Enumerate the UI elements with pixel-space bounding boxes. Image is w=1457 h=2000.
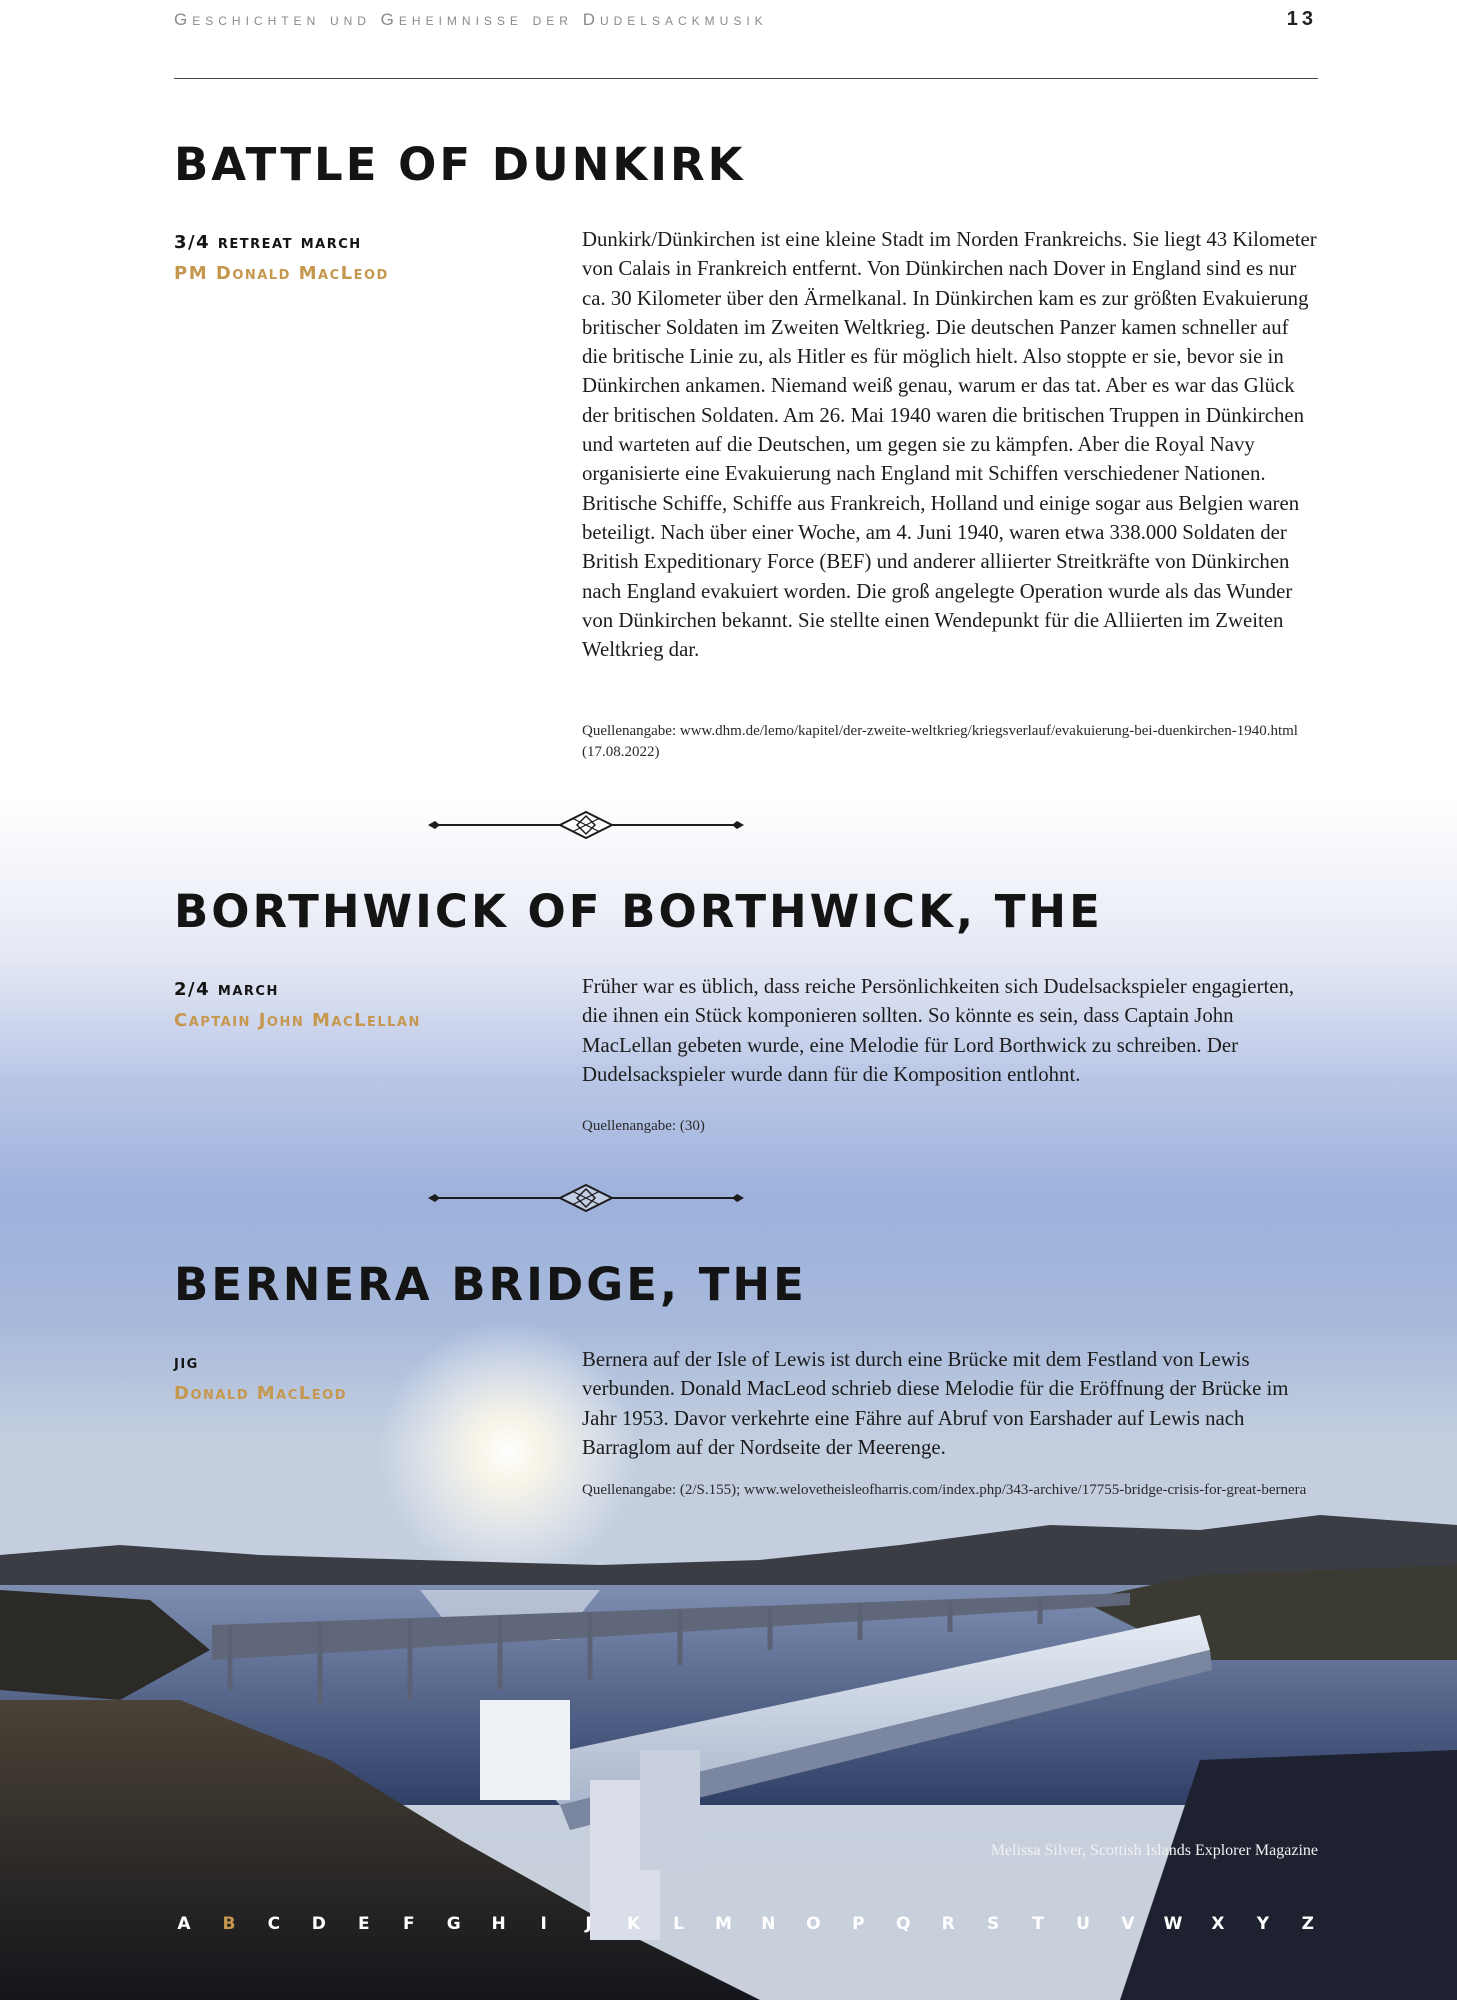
alphabet-letter-o[interactable]: O [806, 1914, 821, 1934]
alphabet-index-nav [174, 1914, 1318, 1934]
alphabet-letter-w[interactable]: W [1163, 1914, 1183, 1934]
alphabet-letter-t[interactable]: T [1032, 1914, 1044, 1934]
alphabet-letter-z[interactable]: Z [1301, 1914, 1314, 1934]
entry-battle-of-dunkirk [174, 138, 1318, 778]
alphabet-letter-a[interactable]: A [177, 1914, 191, 1934]
alphabet-letter-k[interactable]: K [626, 1914, 641, 1934]
alphabet-letter-g[interactable]: G [446, 1914, 461, 1934]
tune-type: 3/4 retreat march [174, 232, 362, 253]
alphabet-letter-j[interactable]: J [585, 1914, 592, 1934]
alphabet-letter-r[interactable]: R [941, 1914, 955, 1934]
entry-description: Früher war es üblich, dass reiche Persönlichkeiten sich Dudelsackspieler engagierten, die ihnen ein Stück komponieren sollten. So könnte es sein, dass Captain John MacLellan gebeten wurde, eine Melodie für Lord Borthwick zu schreiben. Der Dudelsackspieler wurde dann für die Komposition entlohnt. [582, 975, 1295, 1086]
alphabet-letter-l[interactable]: L [673, 1914, 684, 1934]
photo-credit: Melissa Silver, Scottish Islands Explorer Magazine [990, 1842, 1318, 1859]
entry-title: BATTLE OF DUNKIRK [174, 138, 746, 191]
alphabet-letter-n[interactable]: N [761, 1914, 776, 1934]
entry-bernera-bridge [174, 1258, 1318, 1538]
composer-name: Captain John MacLellan [174, 1010, 421, 1031]
alphabet-letter-f[interactable]: F [402, 1914, 415, 1934]
composer-name: PM Donald MacLeod [174, 263, 389, 284]
alphabet-letter-m[interactable]: M [714, 1914, 732, 1934]
alphabet-letter-u[interactable]: U [1076, 1914, 1090, 1934]
tune-type: jig [174, 1352, 199, 1373]
entry-borthwick-of-borthwick [174, 885, 1318, 1145]
entry-description: Dunkirk/Dünkirchen ist eine kleine Stadt im Norden Frankreichs. Sie liegt 43 Kilometer von Calais in Frankreich entfernt. Von Dünkirchen nach Dover in England sind es nur ca. 30 Kilometer über den Ärmelkanal. In Dünkirchen kam es zur größten Evakuierung britischer Soldaten im Zweiten Weltkrieg. Die deutschen Panzer kamen schneller auf die britische Linie zu, als Hitler es für möglich hielt. Also stoppte er sie, bevor sie in Dünkirchen ankamen. Niemand weiß genau, warum er das tat. Aber es war das Glück der britischen Soldaten. Am 26. Mai 1940 waren die britischen Truppen in Dünkirchen und warteten auf die Deutschen, um gegen sie zu kämpfen. Aber die Royal Navy organisierte eine Evakuierung nach England mit Schiffen verschiedener Nationen. Britische Schiffe, Schiffe aus Frankreich, Holland und einige sogar aus Belgien waren beteiligt. Nach über einer Woche, am 4. Juni 1940, waren etwa 338.000 Soldaten der British Expeditionary Force (BEF) und anderer alliierter Streitkräfte von Dünkirchen nach England evakuiert worden. Die groß angelegte Operation wurde als das Wunder von Dünkirchen bekannt. Sie stellte einen Wendepunkt für die Alliierten im Zweiten Weltkrieg dar. [582, 228, 1317, 662]
alphabet-letter-x[interactable]: X [1211, 1914, 1225, 1934]
section-divider-ornament [426, 1184, 746, 1212]
entry-description: Bernera auf der Isle of Lewis ist durch eine Brücke mit dem Festland von Lewis verbunden. Donald MacLeod schrieb diese Melodie für die Eröffnung der Brücke im Jahr 1953. Davor verkehrte eine Fähre auf Abruf von Earshader auf Lewis nach Barraglom auf der Nordseite der Meerenge. [582, 1348, 1289, 1459]
tune-type: 2/4 march [174, 979, 279, 1000]
source-citation: Quellenangabe: (2/S.155); www.welovetheisleofharris.com/index.php/343-archive/17755-bridge-crisis-for-great-bernera [582, 1482, 1307, 1498]
alphabet-letter-h[interactable]: H [491, 1914, 506, 1934]
entry-title: BORTHWICK OF BORTHWICK, THE [174, 885, 1103, 938]
alphabet-letter-d[interactable]: D [311, 1914, 326, 1934]
alphabet-letter-s[interactable]: S [987, 1914, 1000, 1934]
alphabet-letter-e[interactable]: E [358, 1914, 370, 1934]
source-citation: Quellenangabe: www.dhm.de/lemo/kapitel/der-zweite-weltkrieg/kriegsverlauf/evakuierung-bei-duenkirchen-1940.html (17.08.2022) [582, 723, 1298, 760]
entry-title: BERNERA BRIDGE, THE [174, 1258, 807, 1311]
alphabet-letter-b[interactable]: B [222, 1914, 236, 1934]
running-header-title: Geschichten und Geheimnisse der Dudelsackmusik [174, 10, 768, 29]
section-divider-ornament [426, 811, 746, 839]
alphabet-letter-q[interactable]: Q [896, 1914, 911, 1934]
header-divider [174, 78, 1318, 79]
alphabet-letter-p[interactable]: P [852, 1914, 865, 1934]
alphabet-letter-i[interactable]: I [540, 1914, 547, 1934]
alphabet-letter-y[interactable]: Y [1256, 1914, 1270, 1934]
composer-name: Donald MacLeod [174, 1383, 347, 1404]
source-citation: Quellenangabe: (30) [582, 1118, 705, 1134]
page-number: 13 [1286, 8, 1317, 30]
alphabet-letter-v[interactable]: V [1121, 1914, 1135, 1934]
alphabet-letter-c[interactable]: C [267, 1914, 281, 1934]
